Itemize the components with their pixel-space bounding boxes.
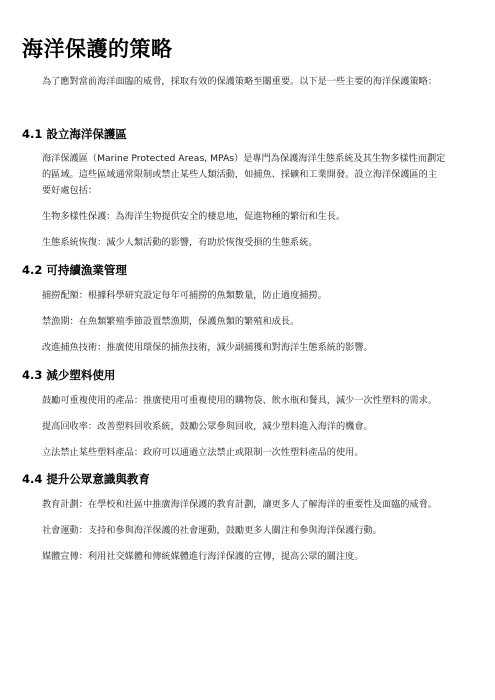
section-4-1-item: 生物多樣性保護：為海洋生物提供安全的棲息地，促進物種的繁衍和生長。 bbox=[42, 211, 346, 222]
section-heading-4-2: 4.2 可持續漁業管理 bbox=[22, 263, 127, 277]
section-4-1-item: 生態系統恢復：減少人類活動的影響，有助於恢復受損的生態系統。 bbox=[42, 237, 318, 248]
section-4-3-item: 立法禁止某些塑料產品：政府可以通過立法禁止或限制一次性塑料產品的使用。 bbox=[42, 447, 364, 458]
section-4-2-item: 捕撈配額：根據科學研究設定每年可捕撈的魚類數量，防止過度捕撈。 bbox=[42, 290, 327, 301]
section-heading-4-4: 4.4 提升公眾意識與教育 bbox=[22, 472, 150, 486]
intro-paragraph: 為了應對當前海洋面臨的威脅，採取有效的保護策略至關重要。以下是一些主要的海洋保護策略： bbox=[42, 76, 438, 87]
section-4-4-item: 媒體宣傳：利用社交媒體和傳統媒體進行海洋保護的宣傳，提高公眾的關注度。 bbox=[42, 551, 364, 562]
section-4-3-item: 提高回收率：改善塑料回收系統，鼓勵公眾參與回收，減少塑料進入海洋的機會。 bbox=[42, 421, 373, 432]
section-heading-4-3: 4.3 減少塑料使用 bbox=[22, 368, 116, 382]
section-4-4-item: 社會運動：支持和參與海洋保護的社會運動，鼓勵更多人關注和參與海洋保護行動。 bbox=[42, 525, 382, 536]
section-heading-4-1: 4.1 設立海洋保護區 bbox=[22, 127, 127, 141]
section-4-1-intro-line-1: 海洋保護區（Marine Protected Areas, MPAs）是專門為保護海洋生態系統及其生物多樣性而劃定 bbox=[42, 153, 446, 164]
section-4-3-item: 鼓勵可重複使用的產品：推廣使用可重複使用的購物袋、飲水瓶和餐具，減少一次性塑料的需求。 bbox=[42, 395, 438, 406]
section-4-4-item: 教育計劃：在學校和社區中推廣海洋保護的教育計劃，讓更多人了解海洋的重要性及面臨的威脅。 bbox=[42, 499, 438, 510]
section-4-2-item: 改進捕魚技術：推廣使用環保的捕魚技術，減少副捕獲和對海洋生態系統的影響。 bbox=[42, 342, 373, 353]
section-4-1-intro-line-2: 的區域。這些區域通常限制或禁止某些人類活動，如捕魚、採礦和工業開發。設立海洋保護區的主 bbox=[42, 169, 438, 180]
page-title: 海洋保護的策略 bbox=[22, 37, 173, 61]
section-4-1-intro-line-3: 要好處包括： bbox=[42, 185, 98, 196]
section-4-2-item: 禁漁期：在魚類繁殖季節設置禁漁期，保護魚類的繁殖和成長。 bbox=[42, 316, 300, 327]
